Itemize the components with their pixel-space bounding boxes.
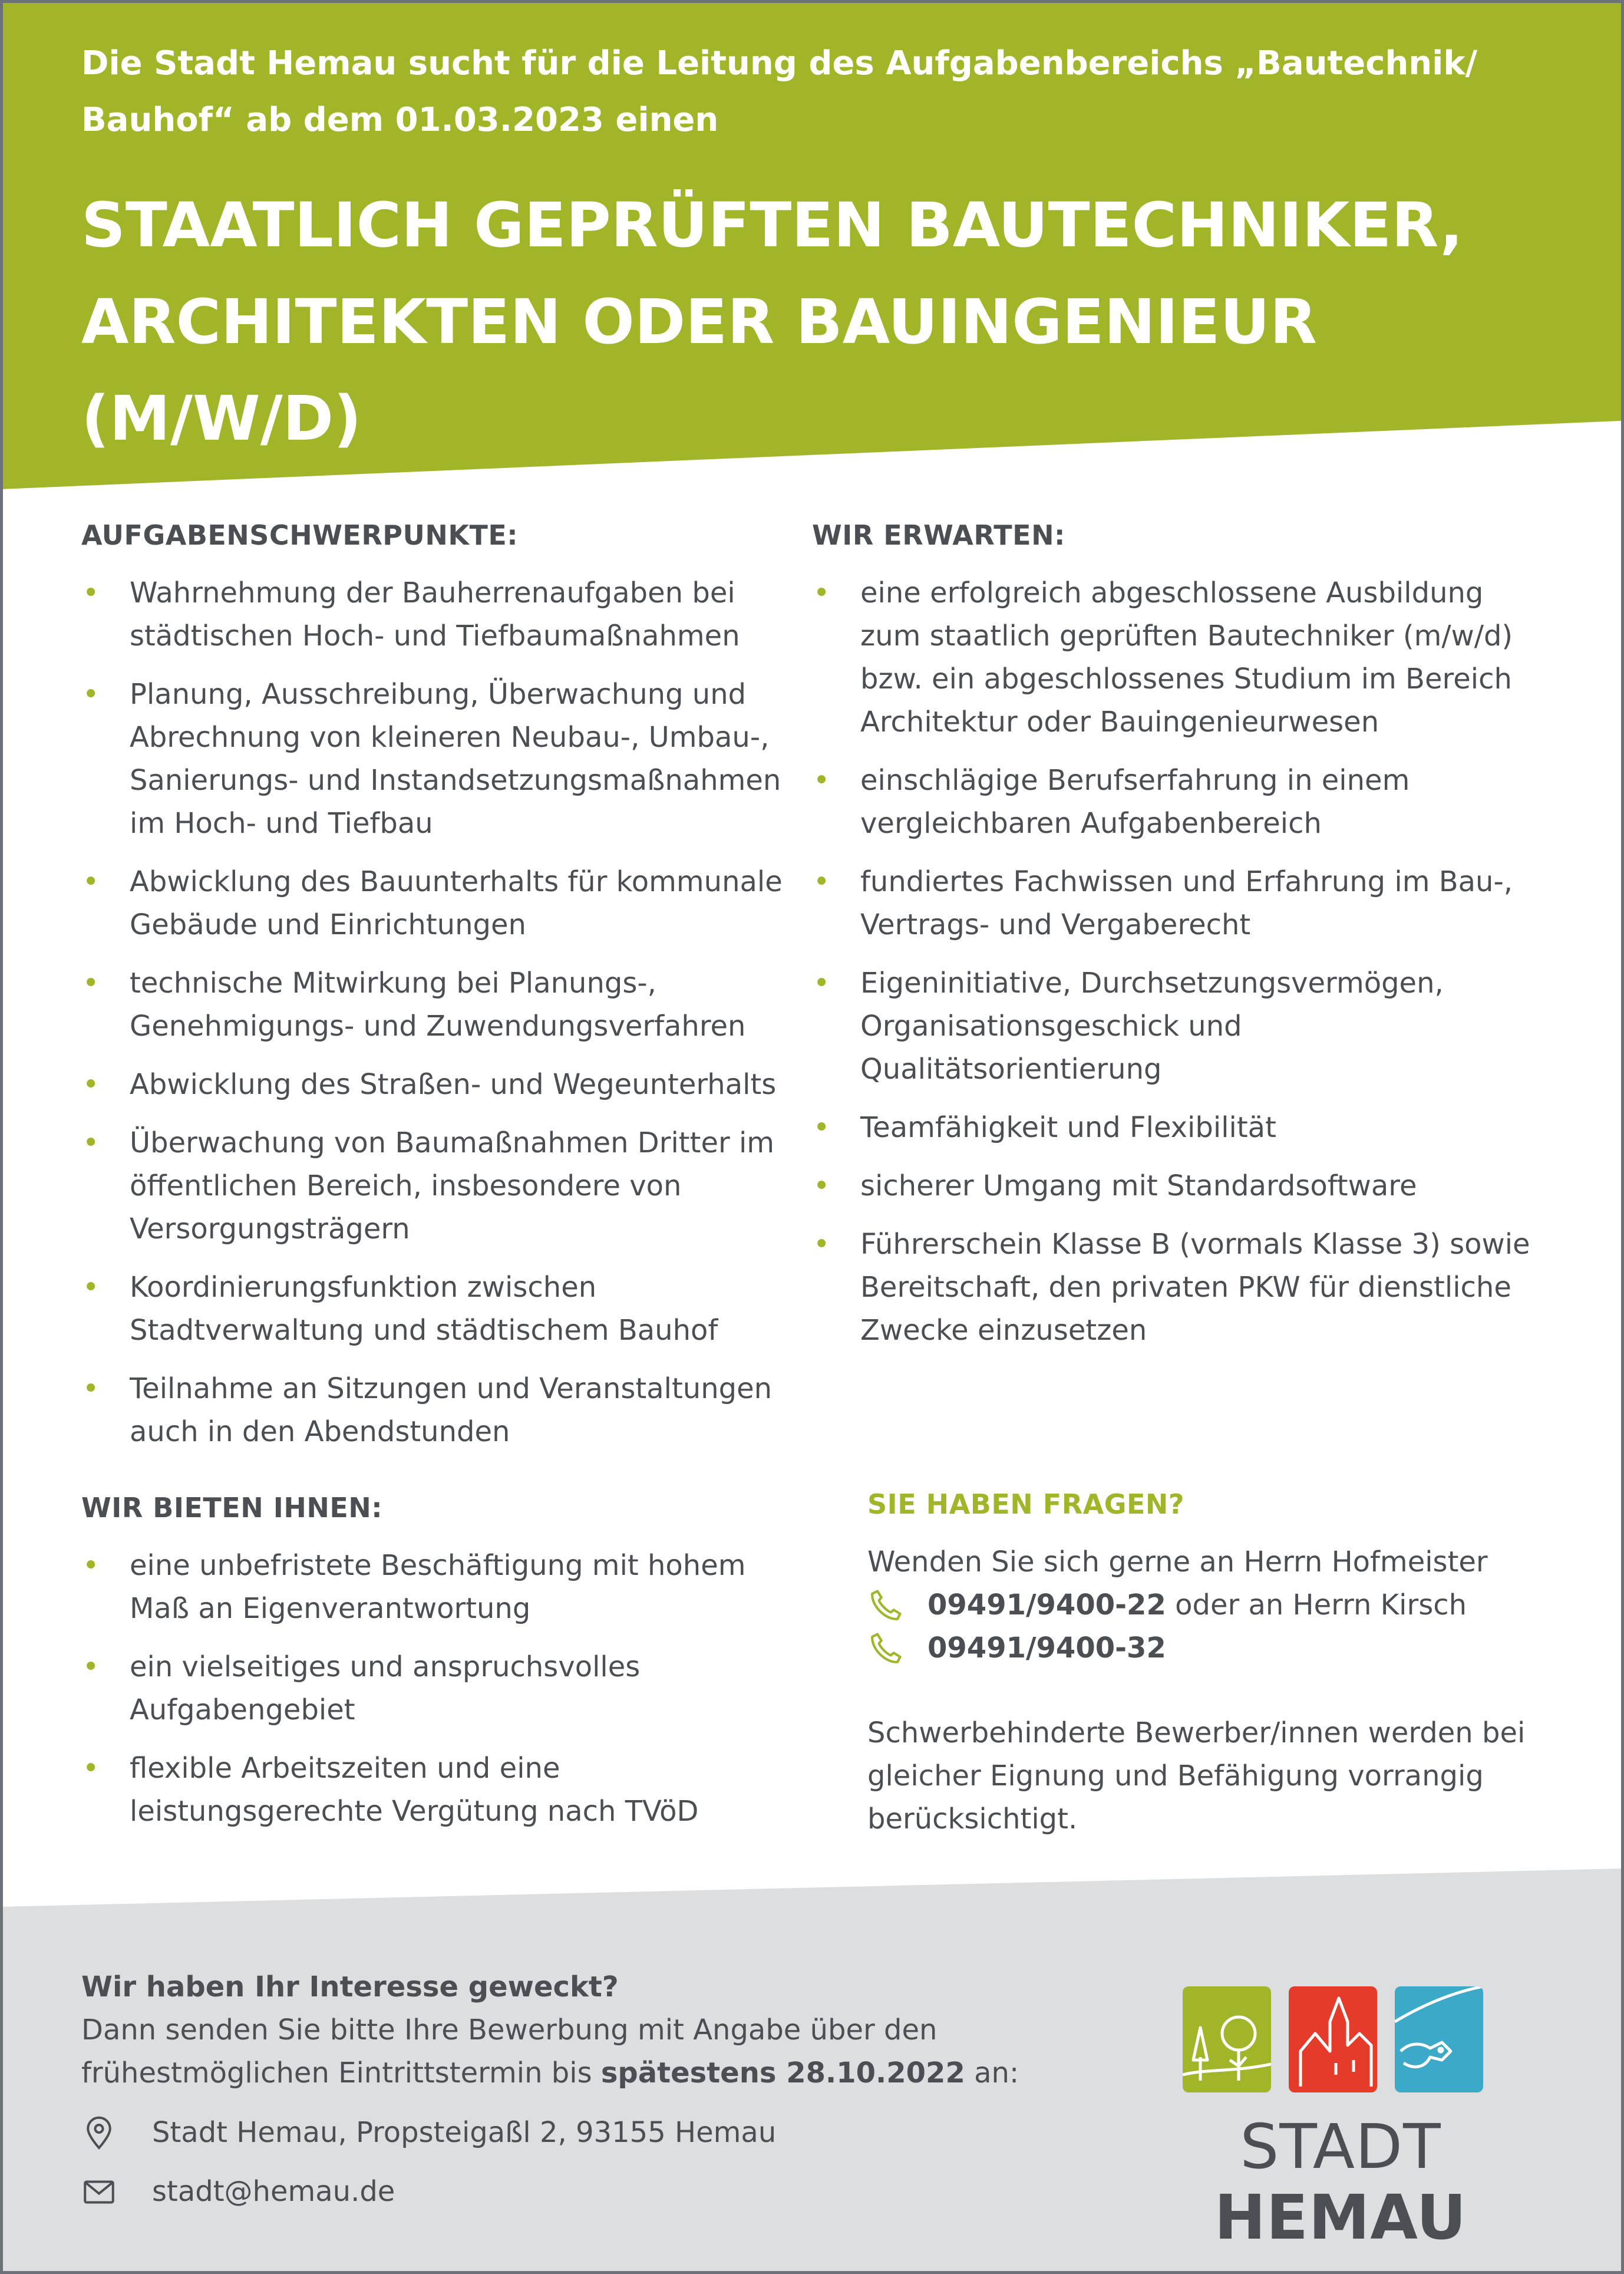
list-item [81, 1646, 794, 1732]
address-row [81, 2111, 776, 2154]
phone-suffix: oder an Herrn Kirsch [1166, 1588, 1467, 1622]
list-item [812, 759, 1549, 845]
intro-text [81, 35, 1525, 149]
bullet-icon: • [82, 1752, 100, 1785]
list-item [812, 1106, 1549, 1149]
list-item-text: Überwachung von Baumaßnahmen Dritter im öffentlichen Bereich, insbesondere von Versorgungsträgern [130, 1126, 775, 1245]
bullet-icon: • [813, 1228, 830, 1261]
list-item-text: sicherer Umgang mit Standardsoftware [860, 1169, 1417, 1202]
list-item [81, 1367, 800, 1454]
list-item-text: Abwicklung des Bauunterhalts für kommunale Gebäude und Einrichtungen [130, 865, 783, 941]
bullet-icon: • [82, 1650, 100, 1683]
list-item [81, 673, 800, 845]
list-item-text: einschlägige Berufserfahrung in einem vergleichbaren Aufgabenbereich [860, 764, 1410, 840]
fragen-intro: Wenden Sie sich gerne an Herrn Hofmeister [867, 1545, 1488, 1578]
bullet-icon: • [82, 1068, 100, 1101]
list-item [812, 962, 1549, 1091]
footer-instruction: Dann senden Sie bitte Ihre Bewerbung mit Angabe über den frühestmöglichen Eintrittstermin bis spätestens 28.10.2022 an: [81, 2013, 1019, 2090]
email-link[interactable]: stadt@hemau.de [152, 2175, 395, 2208]
list-item-text: Abwicklung des Straßen- und Wegeunterhalts [130, 1068, 777, 1101]
address: Stadt Hemau, Propsteigaßl 2, 93155 Hemau [152, 2116, 777, 2149]
phone-row-2 [867, 1627, 1563, 1670]
mail-icon [81, 2174, 117, 2210]
bullet-icon: • [813, 576, 830, 609]
bullet-icon: • [82, 865, 100, 898]
bullet-icon: • [82, 1549, 100, 1582]
list-item-text: Planung, Ausschreibung, Überwachung und Abrechnung von kleineren Neubau-, Umbau-, Sanierungs- und Instandsetzungsmaßnahmen im Hoch- und Tiefbau [130, 678, 781, 840]
list-item-text: fundiertes Fachwissen und Erfahrung im Bau-, Vertrags- und Vergaberecht [860, 865, 1513, 941]
bullet-icon: • [82, 576, 100, 609]
email-row [81, 2170, 395, 2213]
list-item [812, 572, 1549, 744]
erwarten-list [812, 572, 1549, 1367]
list-item [81, 1544, 794, 1630]
list-item [812, 1223, 1549, 1352]
list-item-text: flexible Arbeitszeiten und eine leistungsgerechte Vergütung nach TVöD [130, 1752, 699, 1828]
aufgaben-list [81, 572, 800, 1469]
intro-line-1: Die Stadt Hemau sucht für die Leitung des Aufgabenbereichs „Bautechnik/ [81, 44, 1478, 83]
list-item [81, 1122, 800, 1251]
list-item-text: ein vielseitiges und anspruchsvolles Aufgabengebiet [130, 1650, 641, 1726]
section-title-fragen: SIE HABEN FRAGEN? [867, 1488, 1185, 1520]
list-item-text: eine erfolgreich abgeschlossene Ausbildung zum staatlich geprüften Bautechniker (m/w/d) bzw. ein abgeschlossenes Studium im Bereich Architektur oder Bauingenieurwesen [860, 576, 1513, 739]
bullet-icon: • [82, 1126, 100, 1159]
list-item [81, 1266, 800, 1352]
deadline: spätestens 28.10.2022 [600, 2057, 965, 2090]
bullet-icon: • [813, 967, 830, 1000]
schwerbehinderte-note: Schwerbehinderte Bewerber/innen werden bei gleicher Eignung und Befähigung vorrangig berücksichtigt. [867, 1716, 1526, 1835]
fragen-block [867, 1541, 1563, 1670]
logo-tile-animal [1395, 1986, 1483, 2092]
intro-line-2: Bauhof“ ab dem 01.03.2023 einen [81, 101, 719, 139]
cow-icon [1395, 1986, 1483, 2092]
list-item-text: Wahrnehmung der Bauherrenaufgaben bei städtischen Hoch- und Tiefbaumaßnahmen [130, 576, 740, 652]
list-item-text: Koordinierungsfunktion zwischen Stadtverwaltung und städtischem Bauhof [130, 1271, 718, 1347]
bullet-icon: • [813, 764, 830, 797]
logo-wordmark: STADT HEMAU [1214, 2111, 1467, 2253]
bullet-icon: • [813, 865, 830, 898]
section-title-bieten: WIR BIETEN IHNEN: [81, 1492, 383, 1524]
stadt-hemau-logo [1128, 1986, 1553, 2253]
phone-row-1 [867, 1584, 1563, 1627]
logo-tile-trees [1183, 1986, 1271, 2092]
list-item [812, 861, 1549, 947]
list-item [81, 572, 800, 658]
list-item-text: Führerschein Klasse B (vormals Klasse 3) sowie Bereitschaft, den privaten PKW für dienstliche Zwecke einzusetzen [860, 1228, 1530, 1347]
phone-icon [867, 1630, 904, 1667]
bullet-icon: • [813, 1169, 830, 1202]
church-icon [1289, 1986, 1377, 2092]
list-item-text: Eigeninitiative, Durchsetzungsvermögen, Organisationsgeschick und Qualitätsorientierung [860, 967, 1444, 1086]
list-item [81, 1747, 794, 1833]
list-item [812, 1165, 1549, 1208]
bullet-icon: • [82, 678, 100, 711]
job-title: STAATLICH GEPRÜFTEN BAUTECHNIKER, ARCHITEKTEN ODER BAUINGENIEUR (M/W/D) [81, 189, 1463, 454]
tree-icon [1183, 1986, 1271, 2092]
section-title-aufgaben: AUFGABENSCHWERPUNKTE: [81, 519, 519, 551]
bieten-list [81, 1544, 794, 1848]
bullet-icon: • [82, 967, 100, 1000]
location-pin-icon [81, 2115, 117, 2151]
section-title-erwarten: WIR ERWARTEN: [812, 519, 1065, 551]
phone-number-2[interactable]: 09491/9400-32 [927, 1632, 1166, 1665]
bullet-icon: • [82, 1271, 100, 1304]
application-text [81, 1966, 1154, 2095]
list-item [81, 861, 800, 947]
list-item [81, 1063, 800, 1106]
phone-number-1[interactable]: 09491/9400-22 [927, 1588, 1166, 1622]
bullet-icon: • [82, 1372, 100, 1405]
list-item-text: Teilnahme an Sitzungen und Veranstaltungen auch in den Abendstunden [130, 1372, 773, 1448]
phone-icon [867, 1587, 904, 1624]
bullet-icon: • [813, 1111, 830, 1144]
list-item-text: technische Mitwirkung bei Planungs-, Genehmigungs- und Zuwendungsverfahren [130, 967, 746, 1043]
list-item-text: Teamfähigkeit und Flexibilität [860, 1111, 1276, 1144]
footer-question: Wir haben Ihr Interesse geweckt? [81, 1970, 619, 2003]
logo-tile-town [1289, 1986, 1377, 2092]
list-item [81, 962, 800, 1048]
list-item-text: eine unbefristete Beschäftigung mit hohem Maß an Eigenverantwortung [130, 1549, 746, 1625]
